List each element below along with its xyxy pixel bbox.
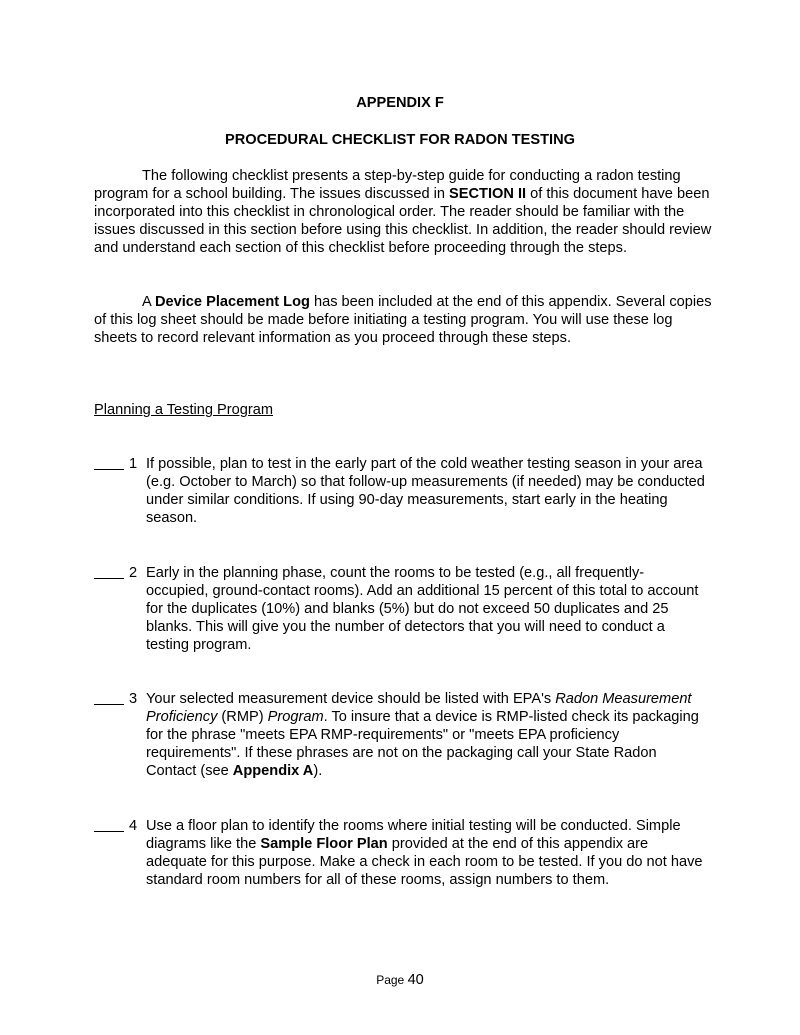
item-text-1: If possible, plan to test in the early part of the cold weather testing season in your area (e.g. October to March) so that follow-up measurements (if needed) may be conducted under similar conditions. If using 90-day measurements, start early in the heating season. bbox=[146, 456, 705, 526]
appendix-title: APPENDIX F bbox=[356, 95, 444, 111]
item-text-3 bbox=[146, 690, 706, 780]
item3-bold: Appendix A bbox=[232, 763, 314, 779]
page-label: Page bbox=[376, 973, 405, 987]
checkbox-blank-1[interactable] bbox=[94, 469, 124, 470]
item-number-2: 2 bbox=[129, 565, 138, 581]
item4-text-a: Use a floor plan to identify the rooms where initial testing will be conducted. Simple diagrams like the bbox=[146, 818, 681, 852]
intro-p1-text-b: of this document have been incorporated into this checklist in chronological order. The reader should be familiar with the issues discussed in this section before using this checklist. In addition, the reader should review and understand each section of this checklist before proceeding through the steps. bbox=[94, 186, 712, 256]
intro-p2-text-b: has been included at the end of this appendix. Several copies of this log sheet should be made before initiating a testing program. You will use these log sheets to record relevant information as you proceed through these steps. bbox=[94, 294, 712, 346]
intro-p1-text-a: The following checklist presents a step-by-step guide for conducting a radon testing program for a school building. The issues discussed in bbox=[94, 168, 681, 202]
item4-text-b: provided at the end of this appendix are adequate for this purpose. Make a check in each room to be tested. If you do not have standard room numbers for all of these rooms, assign numbers to them. bbox=[146, 836, 703, 888]
intro-paragraph-1 bbox=[94, 167, 714, 257]
checkbox-blank-3[interactable] bbox=[94, 704, 124, 705]
page-number: 40 bbox=[407, 972, 424, 988]
item3-text-d: ). bbox=[313, 763, 323, 779]
item3-text-a: Your selected measurement device should be listed with EPA's bbox=[146, 691, 556, 707]
item-number-3: 3 bbox=[129, 691, 138, 707]
item3-italic-b: Program bbox=[267, 709, 324, 725]
intro-p2-bold: Device Placement Log bbox=[154, 294, 310, 310]
checklist-title: PROCEDURAL CHECKLIST FOR RADON TESTING bbox=[225, 132, 575, 148]
item-text-2: Early in the planning phase, count the rooms to be tested (e.g., all frequently-occupied, ground-contact rooms). Add an additional 15 percent of this total to account for the duplicates (10%) and blanks (5%) but do not exceed 50 duplicates and 25 blanks. This will give you the number of detectors that you will need to conduct a testing program. bbox=[146, 565, 699, 653]
checkbox-blank-4[interactable] bbox=[94, 831, 124, 832]
checkbox-blank-2[interactable] bbox=[94, 578, 124, 579]
intro-p2-text-a: A bbox=[142, 294, 155, 310]
item3-italic-a: Radon Measurement Proficiency bbox=[146, 691, 692, 725]
item-number-1: 1 bbox=[129, 456, 138, 472]
item-text-4 bbox=[146, 817, 706, 889]
page-footer bbox=[0, 971, 800, 989]
item-number-4: 4 bbox=[129, 818, 138, 834]
intro-p1-bold: SECTION II bbox=[449, 186, 527, 202]
item4-bold: Sample Floor Plan bbox=[260, 836, 388, 852]
intro-paragraph-2 bbox=[94, 293, 714, 347]
section-heading: Planning a Testing Program bbox=[94, 402, 274, 418]
item3-text-c: . To insure that a device is RMP-listed check its packaging for the phrase "meets EPA RMP-requirements" or "meets EPA proficiency requirements". If these phrases are not on the packaging call your State Radon Contact (see bbox=[146, 709, 699, 779]
item3-text-b: (RMP) bbox=[217, 709, 268, 725]
